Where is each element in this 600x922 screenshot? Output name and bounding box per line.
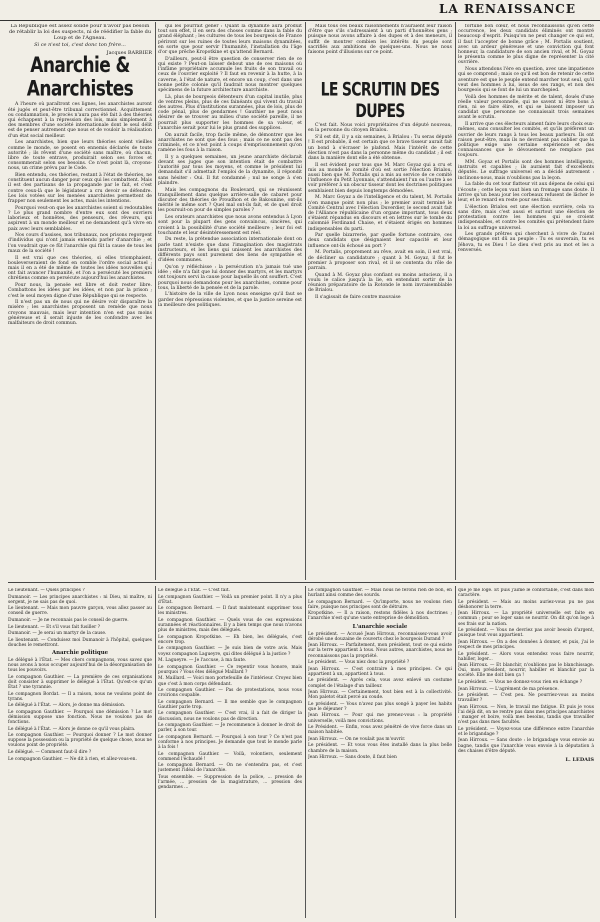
dialogue-col4	[458, 588, 594, 754]
paragraph: Mais tous ces beaux raisonnements n'auraient leur raison d'être que s'ils s'adressaient à un parti d'honnêtes gens ; puisque nous avons affaire à des dupes et à des meneurs, il suffit de montrer combien les intérêts du peuple sont sacrifiés aux ambitions de quelques-uns. Nous ne nous faisons point d'illusions sur ce point.	[308, 24, 452, 56]
paragraph: Le compagnon Gauthier. — Pas de protestations, nous vous croirions coupable.	[158, 688, 302, 699]
paragraph: Le délégué. — Comment faut-il dire ?	[8, 750, 92, 756]
dialogue-col3b	[308, 632, 452, 761]
paragraph: Le président. — Voyez-vous une différence entre l'anarchie et le brigandage ?	[458, 726, 594, 737]
dialogue-col1	[8, 588, 152, 648]
column-rule	[155, 22, 156, 580]
paragraph: Dumanoir. — Les principes anarchistes : ni Dieu, ni maître, ni sergent, je ne sais pas de quoi.	[8, 594, 152, 605]
paragraph: Le compagnon Gauthier. — Pourquoi une démission ? Le mot démission suppose une fonction. Nous ne voulons pas de fonctions.	[8, 709, 152, 726]
paragraph: Jean Hirroux. — Certainement, tout bien est à la collectivité. Mon paletot était percé au coude.	[308, 690, 452, 701]
paragraph: MM. Goyaz et Portalis sont des hommes intelligents, instruits et capables ; ils auraient fait d'excellents députés. Le suffrage universel en a décidé autrement : inclinons-nous, mais n'oublions pas la leçon.	[458, 160, 594, 181]
paragraph: Le président. — Vous n'avez pas plus songé à payer les habits que le déjeuner ?	[308, 701, 452, 712]
paragraph: Le compagnon Gauthier. — Mais nous ne ferons rien de bon, en hurlant ainsi comme des sourds.	[308, 588, 452, 599]
paragraph: Le lieutenant. — Mais mon pauvre garçon, vous allez passer au conseil de guerre.	[8, 606, 152, 617]
paragraph: Le président. — Vous ne donnez-vous rien en échange ?	[458, 680, 583, 685]
column-2-bottom	[158, 588, 302, 918]
column-1-bottom	[8, 588, 152, 918]
paragraph: Voilà des hommes de mérite et de talent, doués d'une réelle valeur personnelle, qui ne savent ni être bons à rien, ni se faire élire, et qui se laissent imposer un candidat que personne ne connaissait trois semaines avant le scrutin.	[458, 94, 594, 121]
paragraph: Le lieutenant. — Conduisez moi Dumanoir à l'hôpital, quelques douches le remettront.	[8, 637, 152, 648]
paragraph: D'ailleurs, peut-il être question de conserver rien de ce qui existe ? Peut-on laisser debout une de ces maisons où l'infâme propriétaire accumule les fruits de son travail ou ceux de l'ouvrier exploité ? Il faut en revenir à la hutte, à la caverne, à l'état de nature, et encore un coup, c'est dans une bonne petite colonie qu'il faudrait nous montrer quelques spécimens de la future architecture anarchiste.	[158, 56, 302, 93]
headline-anarchie: Anarchie & Anarchistes	[26, 53, 134, 103]
paragraph: Qu'on y réfléchisse : la persécution n'a jamais tué une idée ; elle n'a fait que lui donner des martyrs, et les martyrs ont toujours servi la cause pour laquelle ils ont souffert. C'est pourquoi nous demandons pour les anarchistes, comme pour tous, la liberté de la pensée et de la parole.	[158, 264, 302, 291]
intro-signature: Jacques BARBIER	[106, 50, 152, 57]
paragraph: Là, plus de bourgeois détenteurs d'un capital inutile, plus de ventres pleins, plus de ces fainéants qui vivent du travail des autres. Plus d'institutions surannées, plus de lois, plus de code pénal, plus de gendarmes ! Gauthier ne peut nous désirer de se trouver au milieu d'une société pareille, il ne pourrait plus supporter les hommes de sa valeur, et l'anarchie serait pour lui le plus grand des supplices.	[158, 94, 302, 131]
paragraph: Le compagnon Bernard. — Pourquoi à son tour ? Ce n'est pas conforme à nos principes. Je demande que tout le monde parle à la fois !	[158, 734, 302, 751]
masthead	[0, 0, 600, 21]
article-scrutin-lead	[308, 24, 452, 55]
subhead-anarchie-sociale: L'anarchie sociale	[352, 623, 408, 630]
article-scrutin-body-col4	[458, 24, 594, 253]
intro-footnote: Si ce n'est toi, c'est donc ton frère...	[34, 42, 126, 49]
paragraph: Jean Hirroux. — Parfaitement, mon président, tout ce qui existe sur la terre appartient à tous. Nous autres, anarchistes, nous ne reconnaissons pas la propriété.	[308, 643, 452, 659]
dialogue-col2	[158, 588, 302, 790]
paragraph: Jean Hirroux. — L'agrément de ma présence.	[458, 686, 559, 692]
column-rule	[305, 586, 306, 918]
paragraph: Il est évident pour tous que M. Marc Goyaz qui a cru et mis au monde le comité d'où est sortie l'élection Brialou, aussi bien que M. Portalis qui a mis au service de ce comité l'influence du Petit Lyonnais, s'attendaient l'un ou l'autre à se voir préférer à un obscur tisseur dont les doctrines politiques semblaient bien depuis longtemps démodées.	[308, 162, 452, 194]
section-divider	[8, 582, 594, 583]
paragraph: Le compagnon Gauthier. — Je suis bien de votre avis. Mais voyez compagnon Lagueyre, qui dites délégué à la justice ?	[158, 646, 302, 657]
paragraph: Il y a quelques semaines, un jeune anarchiste déclarait devant ses juges que son intention était de combattre l'autorité par tous les moyens, et comme le président lui demandait s'il admettait l'emploi de la dynamite, il répondit sans hésiter : Oui. Il fut condamné ; nul ne songe à s'en plaindre.	[158, 154, 302, 186]
paragraph: Le délégué à l'État. — Alors je donne ce qu'il vous plaira.	[8, 726, 136, 732]
paragraph: Le président. — Après cela, vous avez enlevé un costume complet de l'étalage d'un tailleur.	[308, 678, 452, 689]
column-3-top	[308, 24, 452, 580]
paragraph: Le lieutenant. — Quels principes ?	[8, 588, 85, 593]
column-2-top	[158, 24, 302, 580]
dialogue-col1b	[8, 658, 152, 762]
paragraph: Le compagnon Bernard. — Il faut maintenant supprimer tous les ministres.	[158, 606, 302, 617]
paragraph: Il est vrai que ces théories, si elles triomphaient, bouleverseraient de fond en comble l'ordre social actuel ; mais il en a été de même de toutes les idées nouvelles qui ont fait avancer l'humanité, et l'on a persécuté les premiers chrétiens comme on persécute aujourd'hui les anarchistes.	[8, 255, 152, 282]
paragraph: Le compagnon Kropotkine. — Eh bien, les délégués, c'est encore trop.	[158, 634, 302, 645]
paragraph: L'élection Brialou est une élection ouvrière, cela va sans dire, mais c'est aussi et surtout une élection de protestation contre les hommes qui se croient indispensables, et contre les comités qui prétendent faire la loi au suffrage universel.	[458, 204, 594, 231]
paragraph: Jean Hirroux. — C'est contraire à mes principes. Ce qui appartient à un, appartient à tous.	[308, 666, 452, 677]
paragraph: Le compagnon Gauthier. — La première de ces organisations doit consister à supprimer le délégué à l'État. Qu'est-ce qu'un État ? une tyrannie.	[8, 674, 152, 690]
paragraph: L'histoire de la ville de Lyon nous enseigne qu'il faut se garder des répressions violentes, et que la justice sereine est la meilleure des politiques.	[158, 292, 302, 308]
paragraph: Le président. — Vous ne devriez pas avoir besoin d'argent, puisque tout vous appartient.	[458, 628, 594, 639]
intro-text: La République est assez solide pour n'avoir pas besoin de rétablir la loi des suspects, ni de réédifier la fable du Loup et de l'Agneau.	[8, 24, 152, 41]
headline-scrutin: LE SCRUTIN DES DUPES	[320, 79, 440, 123]
paragraph: Le compagnon Gauthier. — Je recommence à donner le droit de parler, à son tour.	[158, 723, 302, 734]
paragraph: fortune bon cœur, et nous reconnaissons qu'en cette occurrence, les deux candidats éliminés ont montré beaucoup d'esprit. Puisqu'on ne peut changer ce qui est, il faut l'accepter de bonne grâce ; M. Portalis soutient, avec un ardeur généreuse et une conviction qui font honneur, la candidature de son ancien rival, et M. Goyaz le présenta comme le plus digne de représenter la cité ouvrière.	[458, 24, 594, 66]
paragraph: M. Lagueyre. — Je l'accuse, à ma faute.	[158, 658, 247, 664]
paragraph: Le compagnon Bernard. — Qu'importe, nous ne voulons rien faire, puisque nos principes sont de détruire.	[308, 599, 452, 610]
paragraph: Jean Hirroux. — On a des données à donner, et puis, j'ai le respect de mes principes.	[458, 639, 594, 650]
paragraph: Le compagnon Bernard. — On ne s'entendra pas, et c'est justement l'idéal de l'anarchie.	[158, 763, 302, 774]
paragraph: Les orateurs anarchistes que nous avons entendus à Lyon sont pour la plupart des gens convaincus, sincères, qui croient à la possibilité d'une société meilleure ; leur foi est touchante et leur désintéressement est réel.	[158, 215, 302, 236]
paragraph: Le compagnon Bordat. — Il a raison, nous ne voulons point de tyrans.	[8, 691, 152, 702]
paragraph: que je me loge. Et puis j'aime le confortable, c'est dans mon caractère.	[458, 588, 594, 599]
paragraph: Le compagnon Gauthier. — Ce repentir vous honore, mais pourquoi ? Vous êtes délégué Maillard ?	[158, 664, 302, 675]
paragraph: Dumanoir. — Je ne reconnais pas le conseil de guerre.	[8, 617, 129, 623]
paragraph: A l'heure où paraîtront ces lignes, les anarchistes auront été jugés et peut-être tribunal correctionnel. Acquittement ou condamnation, le procès n'aura pas été fait à des théories qui échappent à la répression des lois, mais simplement à des membres d'une société internationale dont le seul délit est de penser autrement que nous et de vouloir la réalisation d'un état social meilleur.	[8, 102, 152, 139]
headline-scrutin-box	[308, 79, 452, 123]
paragraph: Kropotkine. — Il a raison, restons fidèles à nos doctrines ; l'anarchie n'est qu'une vaste entreprise de démolition.	[308, 611, 452, 622]
column-rule	[455, 586, 456, 918]
paragraph: Le compagnon Gauthier. — Ne dit à rien, et allez-vous-en.	[8, 756, 137, 762]
paragraph: Les grands prêtres qui cherchent à vivre de l'autel démagogique ont dû au peuple : Tu es souverain, tu es Jéhova, tu es Dieu ! Le dieu s'est pris au mot et les a renversés.	[458, 232, 594, 253]
column-4-bottom	[458, 588, 594, 918]
subhead-anarchie-politique: Anarchie politique	[51, 649, 109, 656]
paragraph: Le président. — C'est peu. Ne pourriez-vous au moins travailler ?	[458, 693, 594, 704]
paragraph: Le compagnon Bernard. — Il me semble que le compagnon Gauthier parle trop.	[158, 699, 302, 710]
paragraph: Le compagnon Gauthier. — C'est vrai, il a fait de diriger la discussion, nous ne voulons pas de direction.	[158, 711, 302, 722]
paragraph: Jean Hirroux. — On ne voulait pas m'ouvrir.	[308, 736, 406, 742]
article-anarchie-body-col2	[158, 24, 302, 308]
masthead-title: LA RENAISSANCE	[439, 2, 576, 16]
paragraph: Le délégué à l'État. — Alors, je donne ma démission.	[8, 703, 126, 709]
paragraph: Il s'agissait de faire contre mauvaise	[315, 295, 401, 301]
paragraph: Il n'est pas un de nous qui ne désire voir disparaître la misère ; les anarchistes proposent un remède que nous croyons mauvais, mais leur intention n'en est pas moins généreuse et il serait injuste de les confondre avec les malfaiteurs de droit commun.	[8, 300, 152, 327]
paragraph: Le délégué à l'État. — Mes chers compagnons, vous savez que nous avons à nous occuper aujourd'hui de la désorganisation de tous les pouvoirs.	[8, 658, 152, 674]
paragraph: Jean Hirroux. — Et blanchir, n'oublions pas le blanchissage. Oui, mon président, nourrir, habiller et blanchir par la société. Elle me doit bien ça !	[458, 663, 594, 679]
paragraph: Par quelle bizarrerie, par quelle fortune contraire, ces deux candidats que désignaient leur capacité et leur influence ont-ils échoué au port ?	[308, 233, 452, 249]
paragraph: M. Marc Goyaz a de l'intelligence et du talent, M. Portalis n'en manque point non plus ; le premier avait terminé le Comité Central avec l'élection Duverdier, le second avait fait de l'Alliance républicaine d'un organe important, tous deux s'étaient répandus en discours et en lettres sur le tombe du calomnié Ferdinand Chaise, et s'étaient érigés en hommes indispensables du parti.	[308, 195, 452, 232]
article-scrutin-body-col3	[308, 123, 452, 300]
dialogue-col3	[308, 588, 452, 622]
paragraph: Pour nous, la pensée est libre et doit rester libre. Combattons les idées par les idées, et non par la prison ; c'est le seul moyen digne d'une République qui se respecte.	[8, 283, 152, 299]
paragraph: S'il est dit, il y a six semaines, à Brialou : Tu seras député ! Il est probable, il est certain que ce brave tisseur aurait fait un bond à s'écraser le plafond. Mais l'intérêt de cette élection n'est pas dans la personne même du candidat ; il est dans la manière dont elle a été obtenue.	[308, 135, 452, 161]
paragraph: M. Portalis, proprement au rêve, avait en soin, il est vrai, de décliner sa candidature ; quant à M. Goyaz, il fut le premier à proposer son rival, et il se contenta du rôle de parrain.	[308, 250, 452, 271]
paragraph: On aurait facile, trop facile même, de démontrer que les anarchistes ne sont que des fous ; mais ce ne sont pas des criminels, et ce n'est point à coups d'emprisonnement qu'on ramène les fous à la raison.	[158, 132, 302, 154]
paragraph: Le lieutenant. — Et s'il vous fait fusiller ?	[8, 624, 100, 630]
paragraph: Dumanoir. — Je serai un martyr de la cause.	[8, 631, 107, 637]
paragraph: Tous ensemble. — Suppression de la police, ... pression de l'armée, ... pression de la magistrature, ... pression des gendarmes ...	[158, 775, 302, 791]
paragraph: qui les pourrait gêner : Quant la dynamite aura produit tout son effet, il en sera des choses comme dans la fable du grand éléphant ; les cultures de tous les bourgeois de France périront sur les ruines de toutes leurs maisons dynamitées, en sorte que pour servir l'humanité, l'installation du l'âge d'or que prêche Kropotkine et qu'attend Bernard.	[158, 24, 302, 56]
paragraph: Du reste, la prétendue association internationale dont on parle tant n'existe que dans l'imagination des magistrats instructeurs, et les liens qui unissent les anarchistes des différents pays sont purement des liens de sympathie et d'idées communes.	[158, 237, 302, 264]
column-rule	[305, 22, 306, 580]
paragraph: Jean Hirroux. — La propriété universelle est faite en commun ; pour se loger sans se nourrir. On dit qu'on loge à ses frais sur la nation.	[458, 611, 594, 627]
paragraph: Le président. — Mais au moins auriez-vous pu ne pas déshonorer la terre.	[458, 599, 594, 610]
paragraph: Quand à M. Goyaz plus confiant ou moins astucieux, il a voulu le calice jusqu'à la lie, en entendant sortir de la réunion préparatoire de la Rotonde le nom invraisemblable de Brialou.	[308, 272, 452, 294]
paragraph: Le compagnon Gauthier. — Quels vous de ces expressions surannées et réactionnaires. Il y a bien temps que nous n'avons plus de ministres, mais des délégués.	[158, 617, 302, 634]
paragraph: Le président. — Accusé Jean Hirroux, reconnaissez-vous avoir dérobé une douzaine de couverts chez le bourgeois Durand ?	[308, 631, 452, 642]
column-3-bottom	[308, 588, 452, 918]
paragraph: Les anarchistes, bien que leurs théories soient vieilles comme le monde, se posent en ennemis déclarés de toute autorité ; ils rêvent d'une société sans maître, où chacun, libre de toute entrave, produirait selon ses forces et consommerait selon ses besoins. Ce n'est point là, croyons-nous, un crime prévu par le Code.	[8, 140, 152, 172]
paragraph: Le compagnon Gauthier. — Pourquoi donner ? Le mot donner suppose la possession ou la propriété de quelque chose, nous ne voulons point de propriété.	[8, 733, 152, 749]
paragraph: Le compagnon Gauthier. — Voilà, volontiers, seulement commend l'échaudé !	[158, 751, 302, 762]
paragraph: Bien entendu, ces théories, restant à l'état de théories, ne constituent aucun danger pour ceux qui les combattent. Mais il est des partisans de la propagande par le fait, et c'est contre ceux-là que le législateur a cru devoir se défendre. Les lois votées sur les menées anarchistes permettent de frapper non seulement les actes, mais les intentions.	[8, 173, 152, 205]
column-rule	[455, 22, 456, 580]
paragraph: Jean Hirroux. — Sans doute : le brigandage vous envoie au bagne, tandis que l'anarchie vous envoie à la députation à des chaises d'être député.	[458, 738, 594, 754]
paragraph: Le président. — Et vous vous êtes installé dans la plus belle chambre de la maison.	[308, 743, 452, 754]
paragraph: Le président. — Vous niez donc la propriété ?	[308, 660, 410, 666]
article-anarchie-body-col1	[8, 102, 152, 326]
closing-signature: L. LEDAIS	[565, 756, 594, 763]
column-rule	[155, 586, 156, 918]
paragraph: La fable du cet tour flatteur vit aux dépens de celui qui l'écoute ; cette leçon vaut bien un fromage sans doute. Il arrive qu'un beau jour les corbeaux refusent de lâcher le leur, et le renard en reste pour ses frais.	[458, 182, 594, 203]
paragraph: Nos cours d'assises, nos tribunaux, nos prisons regorgent d'individus qui n'ont jamais entendu parler d'anarchie ; et l'on voudrait que ce fût l'anarchie qui fût la cause de tous les maux de la société !	[8, 233, 152, 254]
column-1-top	[8, 24, 152, 580]
column-4-top	[458, 24, 594, 580]
paragraph: Le compagnon Gauthier. — Voilà un premier point. Il n'y a plus d'État.	[158, 594, 302, 605]
paragraph: Jean Hirroux. — Sans doute, il faut bien	[308, 755, 397, 761]
paragraph: Le président. — Alors vous entendez vous faire nourrir, habiller, loger...	[458, 651, 594, 662]
paragraph: M. Maillard. — Voici mon portefeuille de l'intérieur. Croyez bien que c'est à mon corps défendant.	[158, 676, 302, 687]
paragraph: Il arrive que ces électeurs aiment faire leurs choix eux-mêmes, sans consulter les comités, et qu'ils préfèrent un ouvrier de leurs rangs à tous les beaux parleurs. Ils ont raison peut-être, mais ils ne devraient pas oublier que la politique exige une certaine expérience et des connaissances que le dévouement ne remplace pas toujours.	[458, 122, 594, 159]
paragraph: Nous attendons l'ère en question, avec une impatience qui se comprend ; mais ce qu'il est bon de retenir de cette aventure est que le peuple entend marcher tout seul, qu'il veut des hommes à lui, issus de ses rangs, et non des bourgeois qui se font de lui un marchepied.	[458, 67, 594, 93]
paragraph: C'est fait. Nous voici propriétaires d'un député nouveau, en la personne du citoyen Brialou.	[308, 123, 452, 134]
paragraph: Le Président. — Enfin, vous avez pénétré de vive force dans un maison habitée.	[308, 725, 452, 736]
paragraph: Jean Hirroux. — Non, le travail me fatigue. Et puis je vous l'ai déjà dit, on ne rentre pas dans mes principes anarchistes : manger et boire, voilà mes besoins, tandis que travailler n'est pas dans mes facultés.	[458, 704, 594, 726]
paragraph: Jean Hirroux. — Pour qui me prenez-vous : la propriété universelle, voilà mes convictions.	[308, 713, 452, 724]
paragraph: Le délégué à l'État. — C'est fait.	[158, 588, 230, 593]
paragraph: Pourquoi veut-on que les anarchistes soient si redoutables ? Le plus grand nombre d'entre eux sont des ouvriers laborieux et honnêtes, des penseurs, des rêveurs, qui aspirent à un monde meilleur et ne demandent qu'à vivre en paix avec leurs semblables.	[8, 205, 152, 232]
paragraph: Mais les compagnons du Boulevard, qui se réunissent tranquillement dans quelque arrière-salle de cabaret pour discuter des théories de Proudhon et de Bakounine, ont-ils mérité le même sort ? Quel mal ont-ils fait, et de quel droit les poursuit-on pour de simples paroles ?	[158, 187, 302, 214]
